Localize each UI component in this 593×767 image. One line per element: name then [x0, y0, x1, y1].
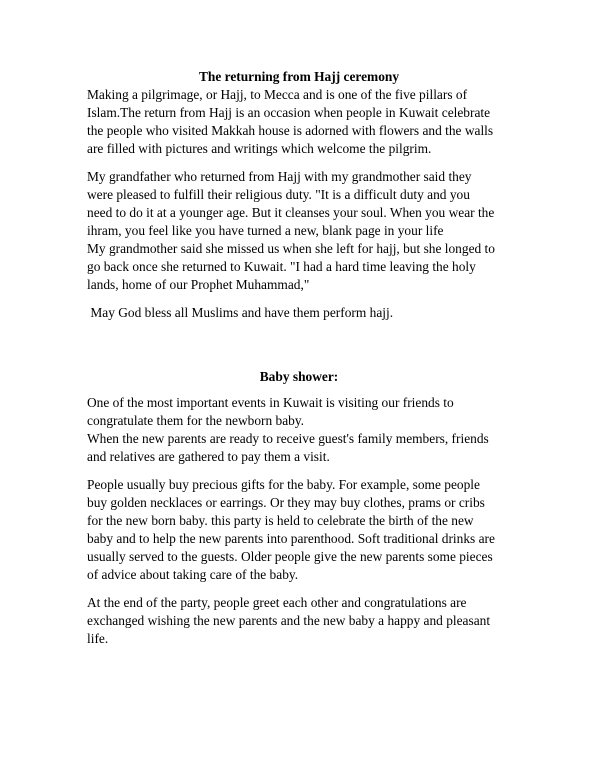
text-line: are filled with pictures and writings which welcome the pilgrim.	[87, 141, 432, 156]
text-line: At the end of the party, people greet each other and congratulations are	[87, 595, 467, 610]
paragraph-blessing	[87, 304, 519, 322]
section-title-hajj: The returning from Hajj ceremony	[198, 69, 400, 84]
text-line: life.	[87, 631, 109, 646]
text-line: baby and to help the new parents into parenthood. Soft traditional drinks are	[87, 531, 495, 546]
text-line: When the new parents are ready to receive guest's family members, friends	[87, 431, 489, 446]
text-line: usually served to the guests. Older people give the new parents some pieces	[87, 549, 493, 564]
paragraph-gifts	[87, 476, 519, 584]
text-line: buy golden necklaces or earrings. Or they may buy clothes, prams or cribs	[87, 495, 485, 510]
text-line: Making a pilgrimage, or Hajj, to Mecca and is one of the five pillars of	[87, 87, 468, 102]
text-line: of advice about taking care of the baby.	[87, 567, 299, 582]
text-line: were pleased to fulfill their religious duty. "It is a difficult duty and you	[87, 187, 470, 202]
text-line: and relatives are gathered to pay them a visit.	[87, 449, 330, 464]
paragraph-hajj-intro	[87, 86, 519, 158]
text-line: May God bless all Muslims and have them perform hajj.	[87, 305, 394, 320]
text-line: My grandmother said she missed us when she left for hajj, but she longed to	[87, 241, 495, 256]
text-line: congratulate them for the newborn baby.	[87, 413, 305, 428]
text-line: Islam.The return from Hajj is an occasion when people in Kuwait celebrate	[87, 105, 491, 120]
paragraph-grandparents	[87, 168, 519, 294]
paragraph-baby-intro	[87, 394, 519, 466]
paragraph-closing	[87, 594, 519, 648]
text-line: My grandfather who returned from Hajj with my grandmother said they	[87, 169, 472, 184]
text-line: ihram, you feel like you have turned a new, blank page in your life	[87, 223, 444, 238]
text-line: go back once she returned to Kuwait. "I had a hard time leaving the holy	[87, 259, 476, 274]
text-line: need to do it at a younger age. But it cleanses your soul. When you wear the	[87, 205, 495, 220]
text-line: the people who visited Makkah house is adorned with flowers and the walls	[87, 123, 494, 138]
text-line: People usually buy precious gifts for the baby. For example, some people	[87, 477, 480, 492]
section-title-baby-shower: Baby shower:	[259, 369, 339, 384]
text-line: exchanged wishing the new parents and the new baby a happy and pleasant	[87, 613, 491, 628]
text-line: for the new born baby. this party is held to celebrate the birth of the new	[87, 513, 474, 528]
text-line: lands, home of our Prophet Muhammad,"	[87, 277, 310, 292]
text-line: One of the most important events in Kuwait is visiting our friends to	[87, 395, 454, 410]
